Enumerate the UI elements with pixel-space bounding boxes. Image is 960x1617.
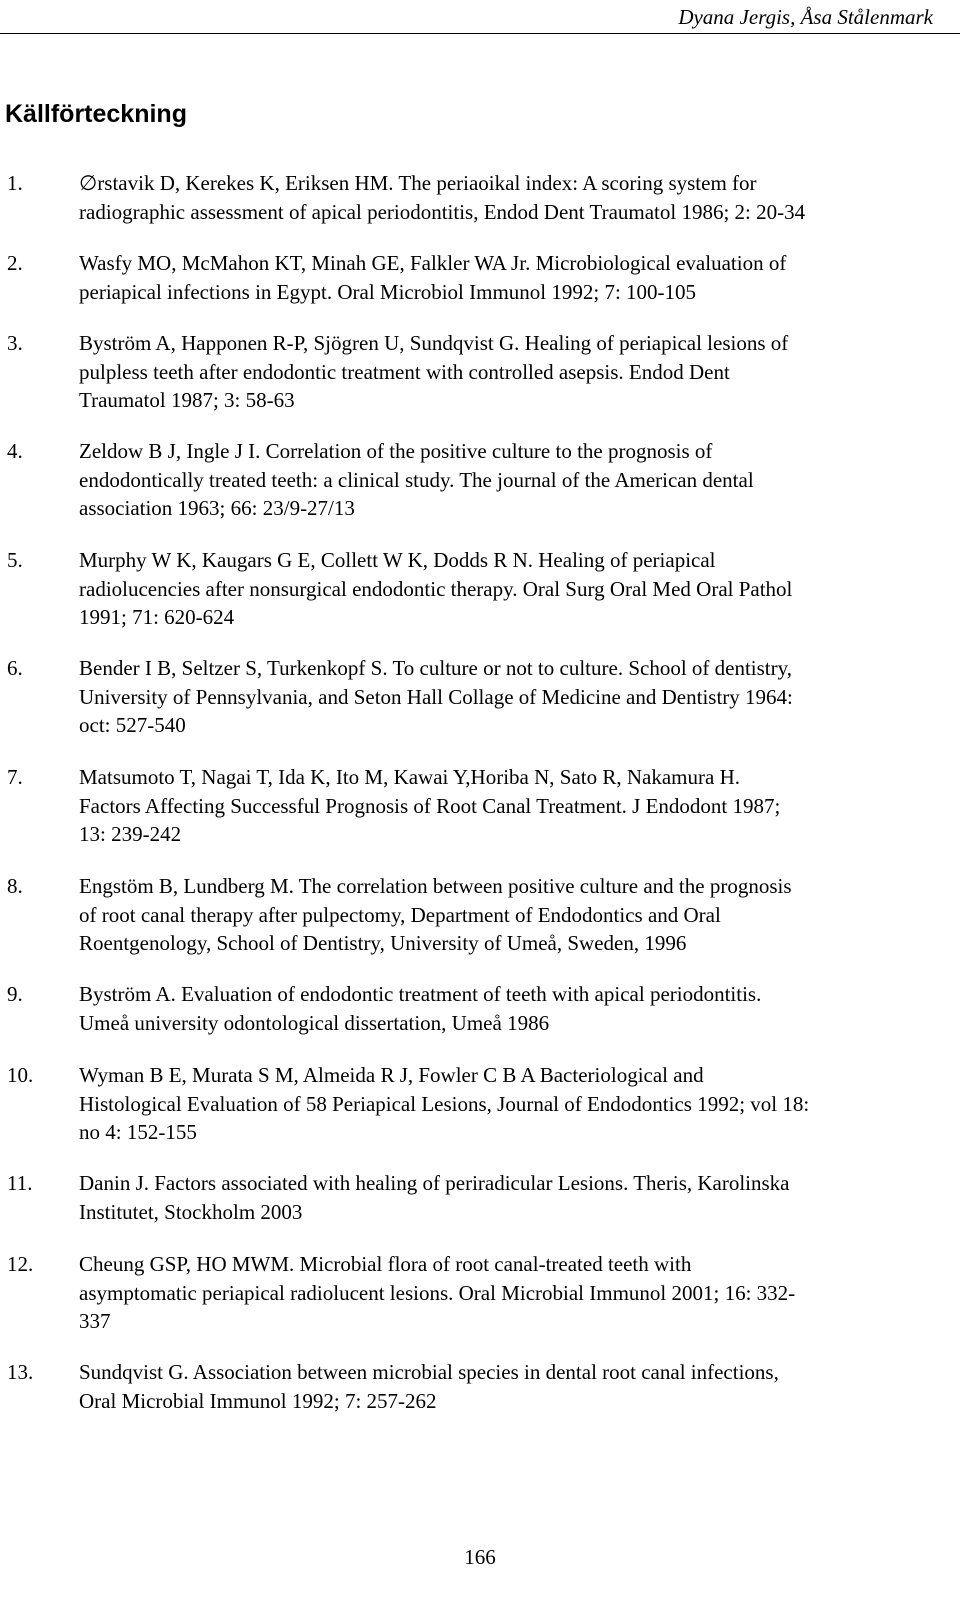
reference-line: association 1963; 66: 23/9-27/13 [79, 496, 355, 520]
reference-text [79, 872, 951, 958]
reference-line: Wasfy MO, McMahon KT, Minah GE, Falkler WA Jr. Microbiological evaluation of [79, 251, 787, 275]
reference-line: pulpless teeth after endodontic treatment with controlled asepsis. Endod Dent [79, 359, 730, 384]
reference-line: University of Pennsylvania, and Seton Hall Collage of Medicine and Dentistry 1964: [79, 684, 793, 709]
reference-number: 1. [7, 171, 23, 195]
reference-line: Byström A. Evaluation of endodontic treatment of teeth with apical periodontitis. [79, 982, 762, 1006]
reference-number: 4. [7, 439, 23, 463]
reference-line: ∅rstavik D, Kerekes K, Eriksen HM. The periaoikal index: A scoring system for [79, 171, 757, 195]
page-number: 166 [464, 1545, 496, 1569]
reference-line: endodontically treated teeth: a clinical study. The journal of the American dental [79, 467, 754, 492]
reference-text [79, 546, 951, 632]
reference-text [79, 654, 951, 740]
reference-text [79, 329, 951, 415]
reference-number: 13. [7, 1360, 34, 1384]
reference-text [79, 763, 951, 849]
reference-line: Bender I B, Seltzer S, Turkenkopf S. To culture or not to culture. School of dentistry, [79, 656, 793, 680]
reference-line: 1991; 71: 620-624 [79, 605, 235, 629]
reference-line: 337 [79, 1309, 111, 1333]
reference-line: Histological Evaluation of 58 Periapical Lesions, Journal of Endodontics 1992; vol 18: [79, 1091, 810, 1116]
reference-line: Cheung GSP, HO MWM. Microbial flora of root canal-treated teeth with [79, 1252, 692, 1276]
reference-line: Byström A, Happonen R-P, Sjögren U, Sundqvist G. Healing of periapical lesions of [79, 331, 789, 355]
section-title: Källförteckning [5, 100, 187, 128]
reference-number: 10. [7, 1063, 34, 1087]
reference-line: Matsumoto T, Nagai T, Ida K, Ito M, Kawai Y,Horiba N, Sato R, Nakamura H. [79, 765, 740, 789]
reference-number: 7. [7, 765, 23, 789]
reference-line: Engstöm B, Lundberg M. The correlation between positive culture and the prognosis [79, 874, 792, 898]
reference-number: 9. [7, 982, 23, 1006]
reference-line: Umeå university odontological dissertation, Umeå 1986 [79, 1010, 550, 1035]
reference-text [79, 1250, 951, 1336]
reference-line: Factors Affecting Successful Prognosis of Root Canal Treatment. J Endodont 1987; [79, 793, 781, 818]
reference-line: no 4: 152-155 [79, 1120, 197, 1144]
reference-line: 13: 239-242 [79, 822, 182, 846]
reference-line: Institutet, Stockholm 2003 [79, 1199, 303, 1224]
reference-text [79, 1061, 951, 1147]
reference-line: asymptomatic periapical radiolucent lesions. Oral Microbial Immunol 2001; 16: 332- [79, 1280, 796, 1305]
reference-line: of root canal therapy after pulpectomy, Department of Endodontics and Oral [79, 902, 721, 927]
reference-number: 5. [7, 548, 23, 572]
running-head-authors: Dyana Jergis, Åsa Stålenmark [678, 5, 933, 29]
reference-number: 12. [7, 1252, 34, 1276]
reference-number: 6. [7, 656, 23, 680]
reference-line: Oral Microbial Immunol 1992; 7: 257-262 [79, 1388, 437, 1413]
reference-text [79, 249, 951, 306]
running-header [0, 0, 960, 34]
reference-line: Wyman B E, Murata S M, Almeida R J, Fowler C B A Bacteriological and [79, 1063, 704, 1087]
reference-number: 8. [7, 874, 23, 898]
reference-line: radiolucencies after nonsurgical endodontic therapy. Oral Surg Oral Med Oral Pathol [79, 576, 793, 601]
reference-number: 3. [7, 331, 23, 355]
reference-line: Roentgenology, School of Dentistry, University of Umeå, Sweden, 1996 [79, 931, 687, 955]
reference-line: Traumatol 1987; 3: 58-63 [79, 388, 295, 412]
reference-number: 2. [7, 251, 23, 275]
reference-text [79, 169, 951, 226]
reference-text [79, 1358, 951, 1415]
reference-text [79, 437, 951, 523]
reference-line: Zeldow B J, Ingle J I. Correlation of the positive culture to the prognosis of [79, 439, 713, 463]
reference-text [79, 1169, 951, 1226]
reference-text [79, 980, 951, 1037]
reference-line: radiographic assessment of apical periodontitis, Endod Dent Traumatol 1986; 2: 20-34 [79, 199, 806, 224]
reference-number: 11. [7, 1171, 33, 1195]
reference-line: periapical infections in Egypt. Oral Microbiol Immunol 1992; 7: 100-105 [79, 279, 697, 304]
reference-line: Danin J. Factors associated with healing of periradicular Lesions. Theris, Karolinska [79, 1171, 790, 1195]
reference-line: oct: 527-540 [79, 713, 186, 737]
reference-line: Sundqvist G. Association between microbial species in dental root canal infections, [79, 1360, 779, 1384]
reference-line: Murphy W K, Kaugars G E, Collett W K, Dodds R N. Healing of periapical [79, 548, 716, 572]
